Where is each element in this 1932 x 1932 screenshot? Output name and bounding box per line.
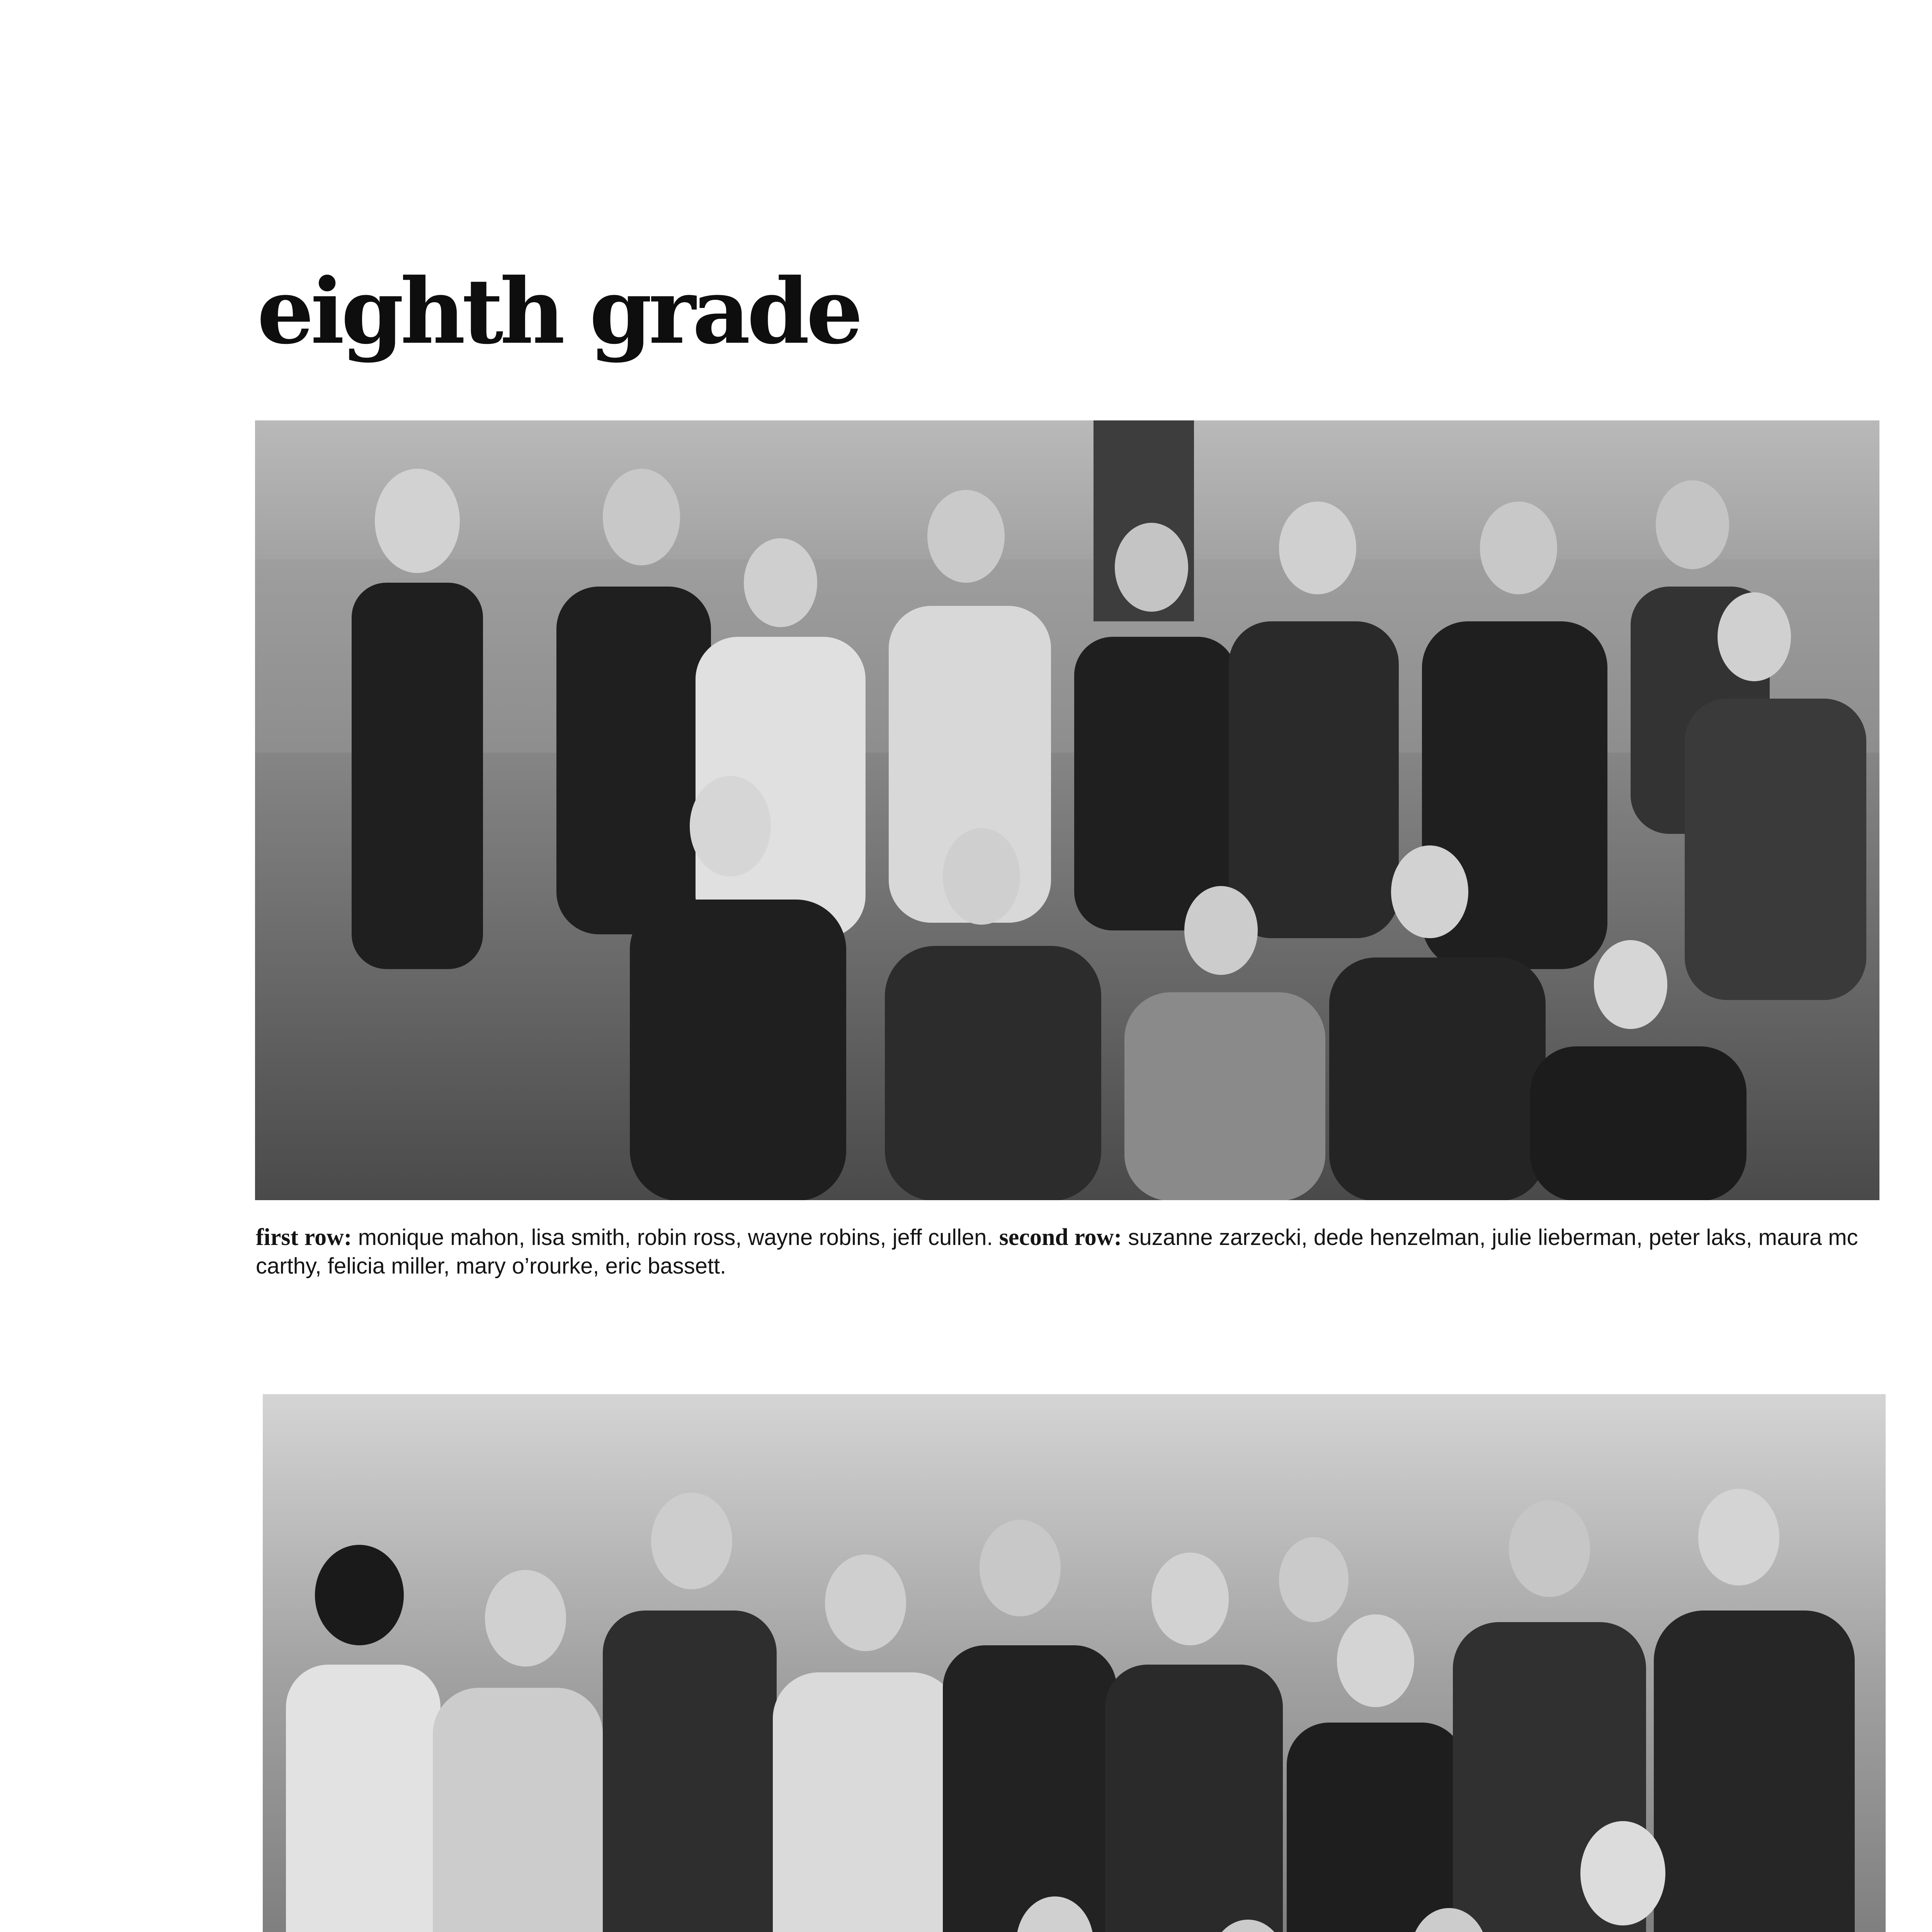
page-title: eighth grade — [257, 259, 860, 364]
group-photo-image — [255, 420, 1879, 1200]
first-row-names: monique mahon, lisa smith, robin ross, wayne robins, jeff cullen. — [352, 1225, 999, 1250]
group-photo-boys-class — [263, 1394, 1886, 1932]
group-photo-girls-class — [255, 420, 1879, 1200]
first-row-label: first row: — [256, 1224, 352, 1250]
second-row-names: suzanne zarzecki, dede henzelman, julie lieberman, peter laks, maura mc carthy, felicia miller, mary o’rourke, eric bassett. — [256, 1225, 1858, 1279]
group-photo-image — [263, 1394, 1886, 1932]
photo-caption-1 — [256, 1223, 1879, 1281]
second-row-label: second row: — [999, 1224, 1122, 1250]
